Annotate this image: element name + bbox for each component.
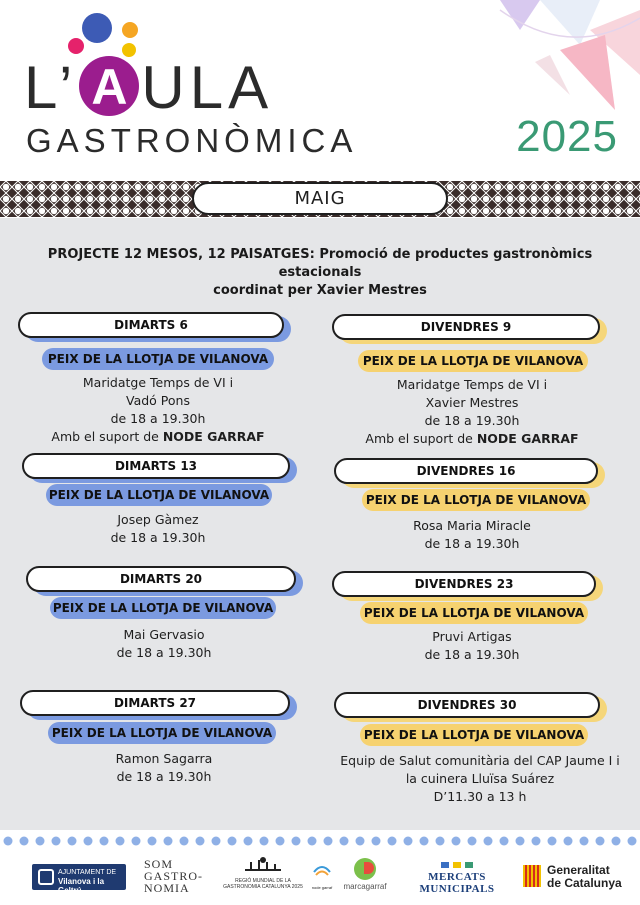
event-details [26,626,302,662]
divider-dot [548,837,557,846]
generalitat-line-1: Generalitat [547,863,610,877]
event-day: DIVENDRES 16 [334,458,598,484]
divider-dot [532,837,541,846]
event-details [20,511,296,547]
divider-dot [372,837,381,846]
divider-dot [452,837,461,846]
event-tag: PEIX DE LA LLOTJA DE VILANOVA [358,350,588,372]
divider-dot [356,837,365,846]
support-prefix: Amb el suport de [51,429,163,444]
divider-dot [228,837,237,846]
event-detail-line: de 18 a 19.30h [110,411,206,426]
event-tag: PEIX DE LA LLOTJA DE VILANOVA [42,348,274,370]
divider-dot [404,837,413,846]
divider-dot [4,837,13,846]
project-line-1: PROJECTE 12 MESOS, 12 PAISATGES: Promoció de productes gastronòmics estacionals [47,247,593,280]
event-detail-line: Maridatge Temps de VI i [82,375,234,390]
divider-dot [516,837,525,846]
regio-gastronomia-logo [218,856,308,890]
marca-garraf-logo [340,858,390,891]
event-detail-line: Maridatge Temps de VI i [396,377,548,392]
event-details [20,374,296,446]
divider-dot [180,837,189,846]
ajuntament-logo [32,864,126,895]
event-tag: PEIX DE LA LLOTJA DE VILANOVA [50,597,276,619]
divider-dot [84,837,93,846]
divider-dot [612,837,621,846]
divider-dot [324,837,333,846]
event-detail-line: la cuinera Lluïsa Suárez [405,771,555,786]
event-day: DIVENDRES 30 [334,692,600,718]
event-detail-line: de 18 a 19.30h [424,413,520,428]
support-prefix: Amb el suport de [365,431,477,446]
event-detail-line: Equip de Salut comunitària del CAP Jaume I i [340,753,620,768]
divider-dot [596,837,605,846]
support-name: NODE GARRAF [476,431,579,446]
divider-dot [132,837,141,846]
som-line-1: SOM [144,857,174,871]
regio-icon [241,856,285,876]
event-tag: PEIX DE LA LLOTJA DE VILANOVA [360,602,588,624]
node-text: node garraf [311,885,333,890]
logo-title [24,54,274,121]
divider-dot [340,837,349,846]
divider-dot [484,837,493,846]
divider-dot [36,837,45,846]
sponsor-logos [0,852,640,905]
divider-dot [212,837,221,846]
event-details [332,517,612,553]
divider-dot [100,837,109,846]
logo-prefix: L’ [24,54,78,121]
event-details [332,376,612,448]
month-label: MAIG [192,182,448,215]
divider-dot [628,837,637,846]
divider-dot [292,837,301,846]
divider-dot [52,837,61,846]
header [0,0,640,180]
mercats-municipals-logo [398,862,516,895]
event-tag: PEIX DE LA LLOTJA DE VILANOVA [360,724,588,746]
event-detail-line: de 18 a 19.30h [116,769,212,784]
event-day: DIMARTS 20 [26,566,296,592]
event-detail-line: de 18 a 19.30h [116,645,212,660]
divider-dot [164,837,173,846]
divider-dot [564,837,573,846]
event-details [330,752,630,806]
divider-dot [148,837,157,846]
generalitat-line-2: de Catalunya [547,876,622,890]
event-day: DIMARTS 6 [18,312,284,338]
regio-text: REGIÓ MUNDIAL DE LA GASTRONOMIA CATALUNYA 2025 [223,878,303,890]
ajuntament-small: AJUNTAMENT DE [58,869,117,876]
event-detail-line: Rosa Maria Miracle [413,518,531,533]
som-gastronomia-logo [144,858,214,894]
logo-subtitle: GASTRONÒMICA [26,122,358,159]
event-detail-line: D’11.30 a 13 h [433,789,527,804]
event-day: DIMARTS 27 [20,690,290,716]
event-day: DIMARTS 13 [22,453,290,479]
mercats-text: MERCATS MUNICIPALS [419,871,495,895]
divider-dot [420,837,429,846]
divider-dot [500,837,509,846]
event-detail-line: de 18 a 19.30h [424,536,520,551]
generalitat-logo [523,864,633,890]
support-name: NODE GARRAF [162,429,265,444]
mercats-icon [398,862,516,868]
footer-dot-divider [0,834,640,848]
bunting-decoration [440,0,640,130]
divider-dot [276,837,285,846]
marca-text: marcagarraf [343,882,387,891]
event-tag: PEIX DE LA LLOTJA DE VILANOVA [362,489,590,511]
event-support-line [332,430,612,448]
event-detail-line: Xavier Mestres [425,395,519,410]
event-detail-line: Ramon Sagarra [115,751,213,766]
event-detail-line: Vadó Pons [126,393,190,408]
som-line-3: NOMIA [144,881,190,895]
event-day: DIVENDRES 23 [332,571,596,597]
event-details [26,750,302,786]
divider-dot [116,837,125,846]
divider-dot [260,837,269,846]
event-detail-line: Josep Gàmez [117,512,199,527]
som-line-2: GASTRO- [144,869,204,883]
event-details [332,628,612,664]
event-day: DIVENDRES 9 [332,314,600,340]
divider-dot [436,837,445,846]
marca-garraf-icon [354,858,376,880]
event-detail-line: de 18 a 19.30h [424,647,520,662]
event-support-line [20,428,296,446]
divider-dot [580,837,589,846]
node-garraf-icon [310,860,334,880]
divider-dot [20,837,29,846]
divider-dot [468,837,477,846]
year: 2025 [516,112,618,161]
ajuntament-icon [38,869,54,885]
divider-dot [308,837,317,846]
divider-dot [196,837,205,846]
divider-dot [68,837,77,846]
logo-suffix: ULA [141,54,274,121]
project-description [20,246,620,300]
event-detail-line: de 18 a 19.30h [110,530,206,545]
project-line-2: coordinat per Xavier Mestres [213,283,427,298]
event-detail-line: Mai Gervasio [123,627,205,642]
event-tag: PEIX DE LA LLOTJA DE VILANOVA [46,484,272,506]
ajuntament-name: Vilanova i la Geltrú [58,877,105,895]
divider-dot [388,837,397,846]
logo-a-circle: A [79,56,139,116]
event-detail-line: Pruvi Artigas [432,629,512,644]
node-garraf-logo [310,860,334,890]
event-tag: PEIX DE LA LLOTJA DE VILANOVA [48,722,276,744]
divider-dot [244,837,253,846]
senyera-icon [523,865,541,887]
